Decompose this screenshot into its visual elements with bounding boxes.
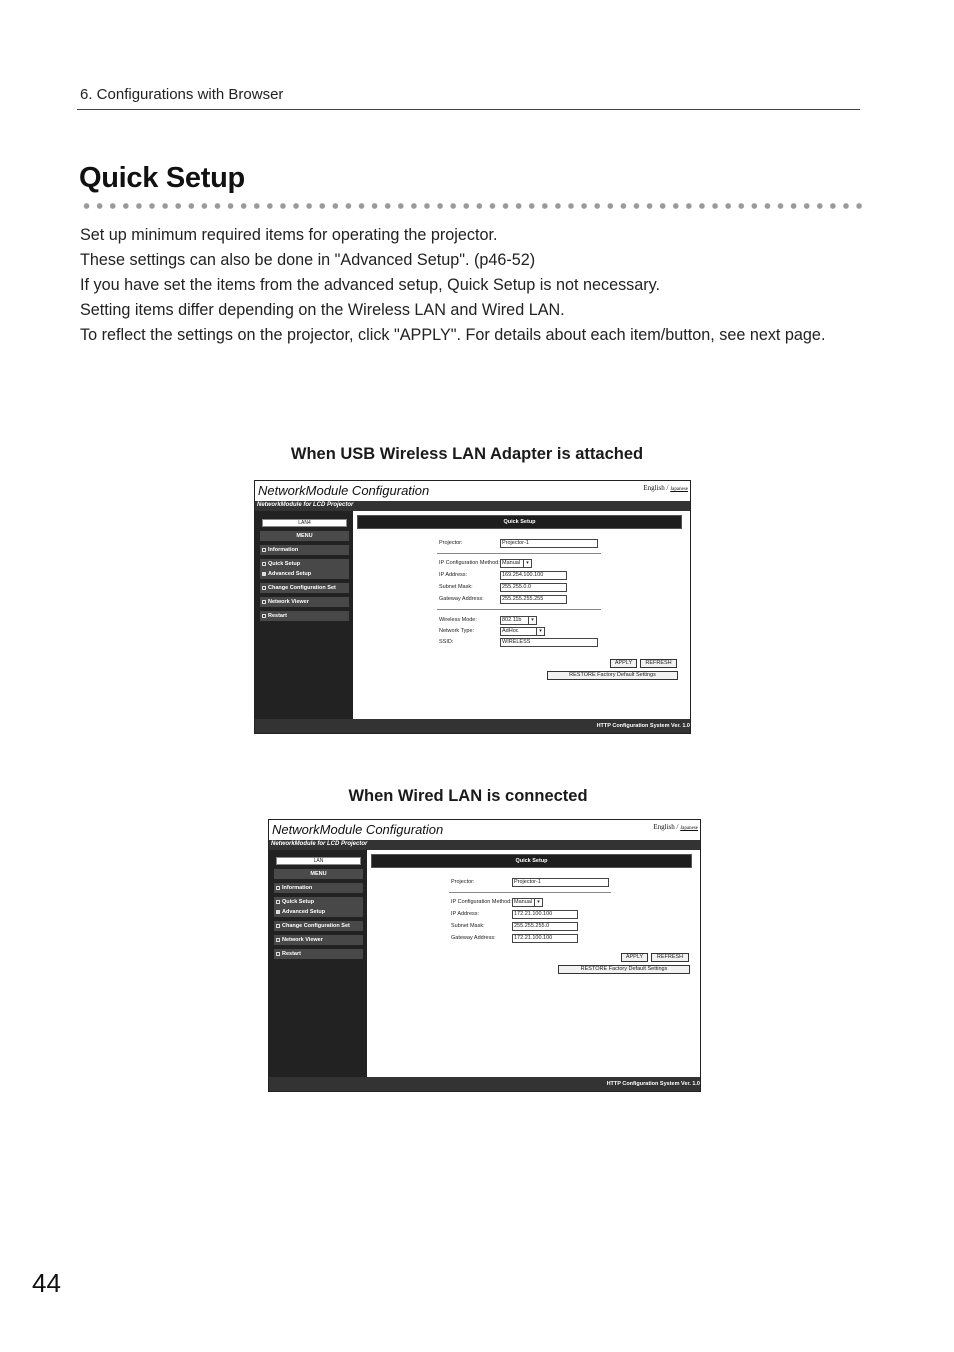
- intro-line: These settings can also be done in "Advanced Setup". (p46-52): [80, 251, 536, 269]
- apply-button[interactable]: APPLY: [621, 953, 648, 962]
- sidebar-item-label: Change Configuration Set: [282, 923, 350, 929]
- sidebar-item-label: Information: [268, 547, 299, 553]
- checkbox-checked-icon: [276, 910, 280, 914]
- gateway-input[interactable]: 172.21.100.100: [512, 934, 578, 943]
- sidebar-item-label: Network Viewer: [268, 599, 309, 605]
- sidebar-item-restart[interactable]: [274, 949, 363, 959]
- ip-address-input[interactable]: 172.21.100.100: [512, 910, 578, 919]
- checkbox-icon: [276, 886, 280, 890]
- screenshot-wireless: [254, 480, 691, 734]
- divider: [437, 609, 601, 610]
- refresh-button[interactable]: REFRESH: [640, 659, 677, 668]
- ip-method-select[interactable]: [500, 559, 532, 568]
- checkbox-icon: [262, 600, 266, 604]
- caption-wireless: When USB Wireless LAN Adapter is attached: [290, 445, 644, 463]
- network-type-select[interactable]: [500, 627, 545, 636]
- menu-header: MENU: [260, 531, 349, 541]
- status-bar: [255, 719, 690, 733]
- network-type-label: Network Type:: [439, 628, 475, 634]
- sidebar-item-change-config-set[interactable]: [260, 583, 349, 593]
- ip-address-label: IP Address:: [451, 911, 480, 917]
- sidebar-item-information[interactable]: [274, 883, 363, 893]
- projector-label: Projector:: [451, 879, 475, 885]
- ip-address-input[interactable]: 169.254.100.100: [500, 571, 567, 580]
- version-text: HTTP Configuration System Ver. 1.0: [596, 723, 690, 729]
- intro-line: To reflect the settings on the projector, click "APPLY". For details about each item/button, see next page.: [80, 326, 826, 344]
- restore-defaults-button[interactable]: RESTORE Factory Default Settings: [558, 965, 690, 974]
- language-english-link[interactable]: English: [643, 484, 665, 492]
- ip-method-select[interactable]: [512, 898, 543, 907]
- refresh-button[interactable]: REFRESH: [651, 953, 689, 962]
- sidebar-item-network-viewer[interactable]: [260, 597, 349, 607]
- lan-indicator: LAN: [276, 857, 361, 865]
- language-japanese-link[interactable]: Japanese: [680, 826, 698, 831]
- chapter-heading: 6. Configurations with Browser: [80, 86, 284, 103]
- window-header: [269, 820, 700, 840]
- gateway-label: Gateway Address:: [439, 596, 484, 602]
- window-header: [255, 481, 690, 501]
- panel-title: Quick Setup: [357, 515, 682, 529]
- lan-indicator: LAN4: [262, 519, 347, 527]
- projector-name-input[interactable]: Projector-1: [512, 878, 609, 887]
- intro-text: [80, 223, 858, 348]
- panel-title: Quick Setup: [371, 854, 692, 868]
- subtitle: NetworkModule for LCD Projector: [257, 502, 354, 508]
- sidebar-item-advanced-setup[interactable]: [276, 907, 363, 917]
- checkbox-checked-icon: [262, 572, 266, 576]
- sidebar-item-quick-setup[interactable]: [260, 559, 349, 579]
- language-switch: [653, 823, 698, 831]
- subtitle-bar: [269, 840, 700, 850]
- sidebar-item-label: Information: [282, 885, 313, 891]
- wireless-mode-value: 802.11b: [502, 617, 522, 623]
- intro-line: Set up minimum required items for operating the projector.: [80, 226, 498, 244]
- subtitle-bar: [255, 501, 690, 511]
- sidebar: [255, 511, 353, 719]
- menu-header: MENU: [274, 869, 363, 879]
- sidebar-item-label: Change Configuration Set: [268, 585, 336, 591]
- ip-method-label: IP Configuration Method:: [439, 560, 500, 566]
- screenshot-wired: [268, 819, 701, 1092]
- intro-line: Setting items differ depending on the Wireless LAN and Wired LAN.: [80, 301, 565, 319]
- chevron-down-icon: ▾: [528, 617, 536, 624]
- gateway-label: Gateway Address:: [451, 935, 496, 941]
- language-english-link[interactable]: English: [653, 823, 675, 831]
- sidebar-item-label: Advanced Setup: [268, 571, 312, 577]
- restore-defaults-button[interactable]: RESTORE Factory Default Settings: [547, 671, 678, 680]
- status-bar: [269, 1077, 700, 1091]
- checkbox-icon: [276, 938, 280, 942]
- ssid-input[interactable]: WIRELESS: [500, 638, 598, 647]
- sidebar-item-change-config-set[interactable]: [274, 921, 363, 931]
- network-type-value: AdHoc: [502, 628, 519, 634]
- chevron-down-icon: ▾: [523, 560, 531, 567]
- wireless-mode-label: Wireless Mode:: [439, 617, 477, 623]
- sidebar-item-label: Quick Setup: [282, 899, 315, 905]
- sidebar-item-label: Quick Setup: [268, 561, 301, 567]
- sidebar-item-network-viewer[interactable]: [274, 935, 363, 945]
- checkbox-icon: [276, 900, 280, 904]
- sidebar-item-information[interactable]: [260, 545, 349, 555]
- sidebar-item-label: Network Viewer: [282, 937, 323, 943]
- app-title: NetworkModule Configuration: [258, 483, 430, 498]
- intro-line: If you have set the items from the advanced setup, Quick Setup is not necessary.: [80, 276, 661, 294]
- language-separator: /: [676, 823, 679, 831]
- main-panel: [353, 511, 690, 719]
- language-switch: [643, 484, 688, 492]
- checkbox-icon: [262, 548, 266, 552]
- sidebar-item-restart[interactable]: [260, 611, 349, 621]
- sidebar-item-advanced-setup[interactable]: [262, 569, 349, 579]
- wireless-mode-select[interactable]: [500, 616, 537, 625]
- subtitle: NetworkModule for LCD Projector: [271, 841, 368, 847]
- sidebar-item-label: Restart: [282, 951, 301, 957]
- caption-wired: When Wired LAN is connected: [348, 787, 588, 805]
- section-title: Quick Setup: [79, 162, 245, 194]
- sidebar: [269, 850, 367, 1077]
- language-separator: /: [666, 484, 669, 492]
- projector-name-input[interactable]: Projector-1: [500, 539, 598, 548]
- projector-label: Projector:: [439, 540, 463, 546]
- sidebar-item-label: Restart: [268, 613, 287, 619]
- chevron-down-icon: ▾: [536, 628, 544, 635]
- gateway-input[interactable]: 255.255.255.255: [500, 595, 567, 604]
- subnet-input[interactable]: 255.255.255.0: [512, 922, 578, 931]
- app-title: NetworkModule Configuration: [272, 822, 444, 837]
- divider: [449, 892, 611, 893]
- sidebar-item-label: Advanced Setup: [282, 909, 326, 915]
- version-text: HTTP Configuration System Ver. 1.0: [606, 1081, 700, 1087]
- ip-address-label: IP Address:: [439, 572, 468, 578]
- main-panel: [367, 850, 700, 1077]
- header-rule: [77, 109, 860, 110]
- ssid-label: SSID:: [439, 639, 454, 645]
- apply-button[interactable]: APPLY: [610, 659, 637, 668]
- subnet-label: Subnet Mask:: [451, 923, 485, 929]
- divider: [437, 553, 601, 554]
- checkbox-icon: [276, 924, 280, 928]
- ip-method-value: Manual: [514, 899, 533, 905]
- checkbox-icon: [262, 562, 266, 566]
- chevron-down-icon: ▾: [534, 899, 542, 906]
- ip-method-label: IP Configuration Method:: [451, 899, 512, 905]
- page-number: 44: [32, 1268, 61, 1298]
- subnet-label: Subnet Mask:: [439, 584, 473, 590]
- checkbox-icon: [262, 586, 266, 590]
- checkbox-icon: [262, 614, 266, 618]
- language-japanese-link[interactable]: Japanese: [670, 487, 688, 492]
- dotted-divider: [80, 202, 866, 210]
- subnet-input[interactable]: 255.255.0.0: [500, 583, 567, 592]
- ip-method-value: Manual: [502, 560, 521, 566]
- checkbox-icon: [276, 952, 280, 956]
- sidebar-item-quick-setup[interactable]: [274, 897, 363, 917]
